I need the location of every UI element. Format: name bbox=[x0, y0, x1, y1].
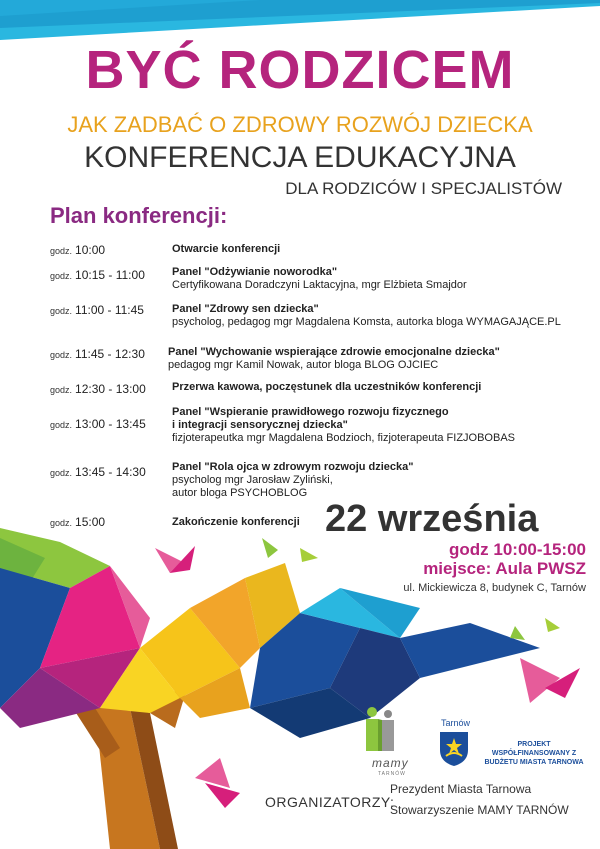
schedule-time bbox=[50, 347, 145, 362]
item-speaker: pedagog mgr Kamil Nowak, autor bloga BLOG OJCIEC bbox=[168, 359, 439, 371]
schedule-time bbox=[50, 417, 146, 432]
schedule-item bbox=[172, 303, 561, 329]
time-value: 10:15 - 11:00 bbox=[75, 268, 145, 282]
schedule-item bbox=[172, 461, 414, 500]
schedule-item bbox=[172, 381, 481, 394]
event-date: 22 września bbox=[325, 498, 539, 540]
time-value: 11:45 - 12:30 bbox=[75, 347, 145, 361]
item-title: Panel "Zdrowy sen dziecka" bbox=[172, 303, 319, 315]
time-prefix: godz. bbox=[50, 518, 73, 528]
item-title: Przerwa kawowa, poczęstunek dla uczestników konferencji bbox=[172, 381, 482, 393]
schedule-item bbox=[172, 406, 515, 445]
event-venue: miejsce: Aula PWSZ bbox=[423, 559, 586, 578]
item-title: Panel "Odżywianie noworodka" bbox=[172, 266, 338, 278]
schedule-item bbox=[172, 243, 280, 256]
schedule-time bbox=[50, 243, 105, 258]
time-prefix: godz. bbox=[50, 468, 73, 478]
tarnow-crest-icon bbox=[438, 730, 470, 768]
item-title: Otwarcie konferencji bbox=[172, 243, 281, 255]
item-title: Zakończenie konferencji bbox=[172, 516, 300, 528]
item-title-cont: i integracji sensorycznej dziecka" bbox=[172, 419, 348, 431]
schedule-time bbox=[50, 382, 146, 397]
mamy-logo-text: mamy bbox=[372, 756, 409, 770]
schedule-time bbox=[50, 465, 146, 480]
time-prefix: godz. bbox=[50, 420, 73, 430]
time-value: 13:45 - 14:30 bbox=[75, 465, 146, 479]
conference-type: KONFERENCJA EDUKACYJNA bbox=[84, 141, 516, 174]
subtitle: JAK ZADBAĆ O ZDROWY ROZWÓJ DZIECKA bbox=[67, 112, 533, 137]
audience-line: DLA RODZICÓW I SPECJALISTÓW bbox=[285, 179, 562, 198]
organizers-label: ORGANIZATORZY: bbox=[265, 794, 395, 810]
time-prefix: godz. bbox=[50, 385, 73, 395]
time-value: 10:00 bbox=[75, 243, 106, 257]
item-speaker: Certyfikowana Doradczyni Laktacyjna, mgr Elżbieta Smajdor bbox=[172, 279, 467, 291]
time-prefix: godz. bbox=[50, 271, 73, 281]
time-prefix: godz. bbox=[50, 350, 73, 360]
time-value: 12:30 - 13:00 bbox=[75, 382, 146, 396]
item-speaker: psycholog, pedagog mgr Magdalena Komsta, autorka bloga WYMAGAJĄCE.PL bbox=[172, 316, 561, 328]
mamy-logo-sub: TARNÓW bbox=[378, 771, 406, 777]
item-speaker: fizjoterapeutka mgr Magdalena Bodzioch, fizjoterapeuta FIZJOBOBAS bbox=[172, 432, 516, 444]
item-title: Panel "Wychowanie wspierające zdrowie emocjonalne dziecka" bbox=[168, 346, 500, 358]
schedule-item bbox=[172, 266, 467, 292]
schedule-item bbox=[168, 346, 500, 372]
top-decorative-band bbox=[0, 0, 600, 40]
item-speaker: psycholog mgr Jarosław Zyliński, bbox=[172, 474, 333, 486]
organizer-item: Prezydent Miasta Tarnowa bbox=[390, 782, 532, 796]
tarnow-label: Tarnów bbox=[441, 718, 471, 728]
time-prefix: godz. bbox=[50, 306, 73, 316]
schedule-time bbox=[50, 303, 144, 318]
event-address: ul. Mickiewicza 8, budynek C, Tarnów bbox=[403, 582, 586, 594]
plan-heading: Plan konferencji: bbox=[50, 203, 228, 228]
event-hours: godz 10:00-15:00 bbox=[449, 540, 586, 559]
time-value: 11:00 - 11:45 bbox=[75, 303, 144, 317]
main-title: BYĆ RODZICEM bbox=[85, 40, 515, 100]
schedule-time bbox=[50, 268, 145, 283]
item-speaker-cont: autor bloga PSYCHOBLOG bbox=[172, 487, 308, 499]
item-title: Panel "Wspieranie prawidłowego rozwoju fizycznego bbox=[172, 406, 449, 418]
time-value: 15:00 bbox=[75, 515, 106, 529]
time-value: 13:00 - 13:45 bbox=[75, 417, 146, 431]
project-cofinanced-text: PROJEKT WSPÓŁFINANSOWANY Z BUDŻETU MIASTA TARNOWA bbox=[484, 741, 584, 766]
item-title: Panel "Rola ojca w zdrowym rozwoju dziecka" bbox=[172, 461, 414, 473]
organizer-item: Stowarzyszenie MAMY TARNÓW bbox=[390, 803, 569, 817]
mamy-logo-icon bbox=[360, 705, 400, 755]
time-prefix: godz. bbox=[50, 246, 73, 256]
